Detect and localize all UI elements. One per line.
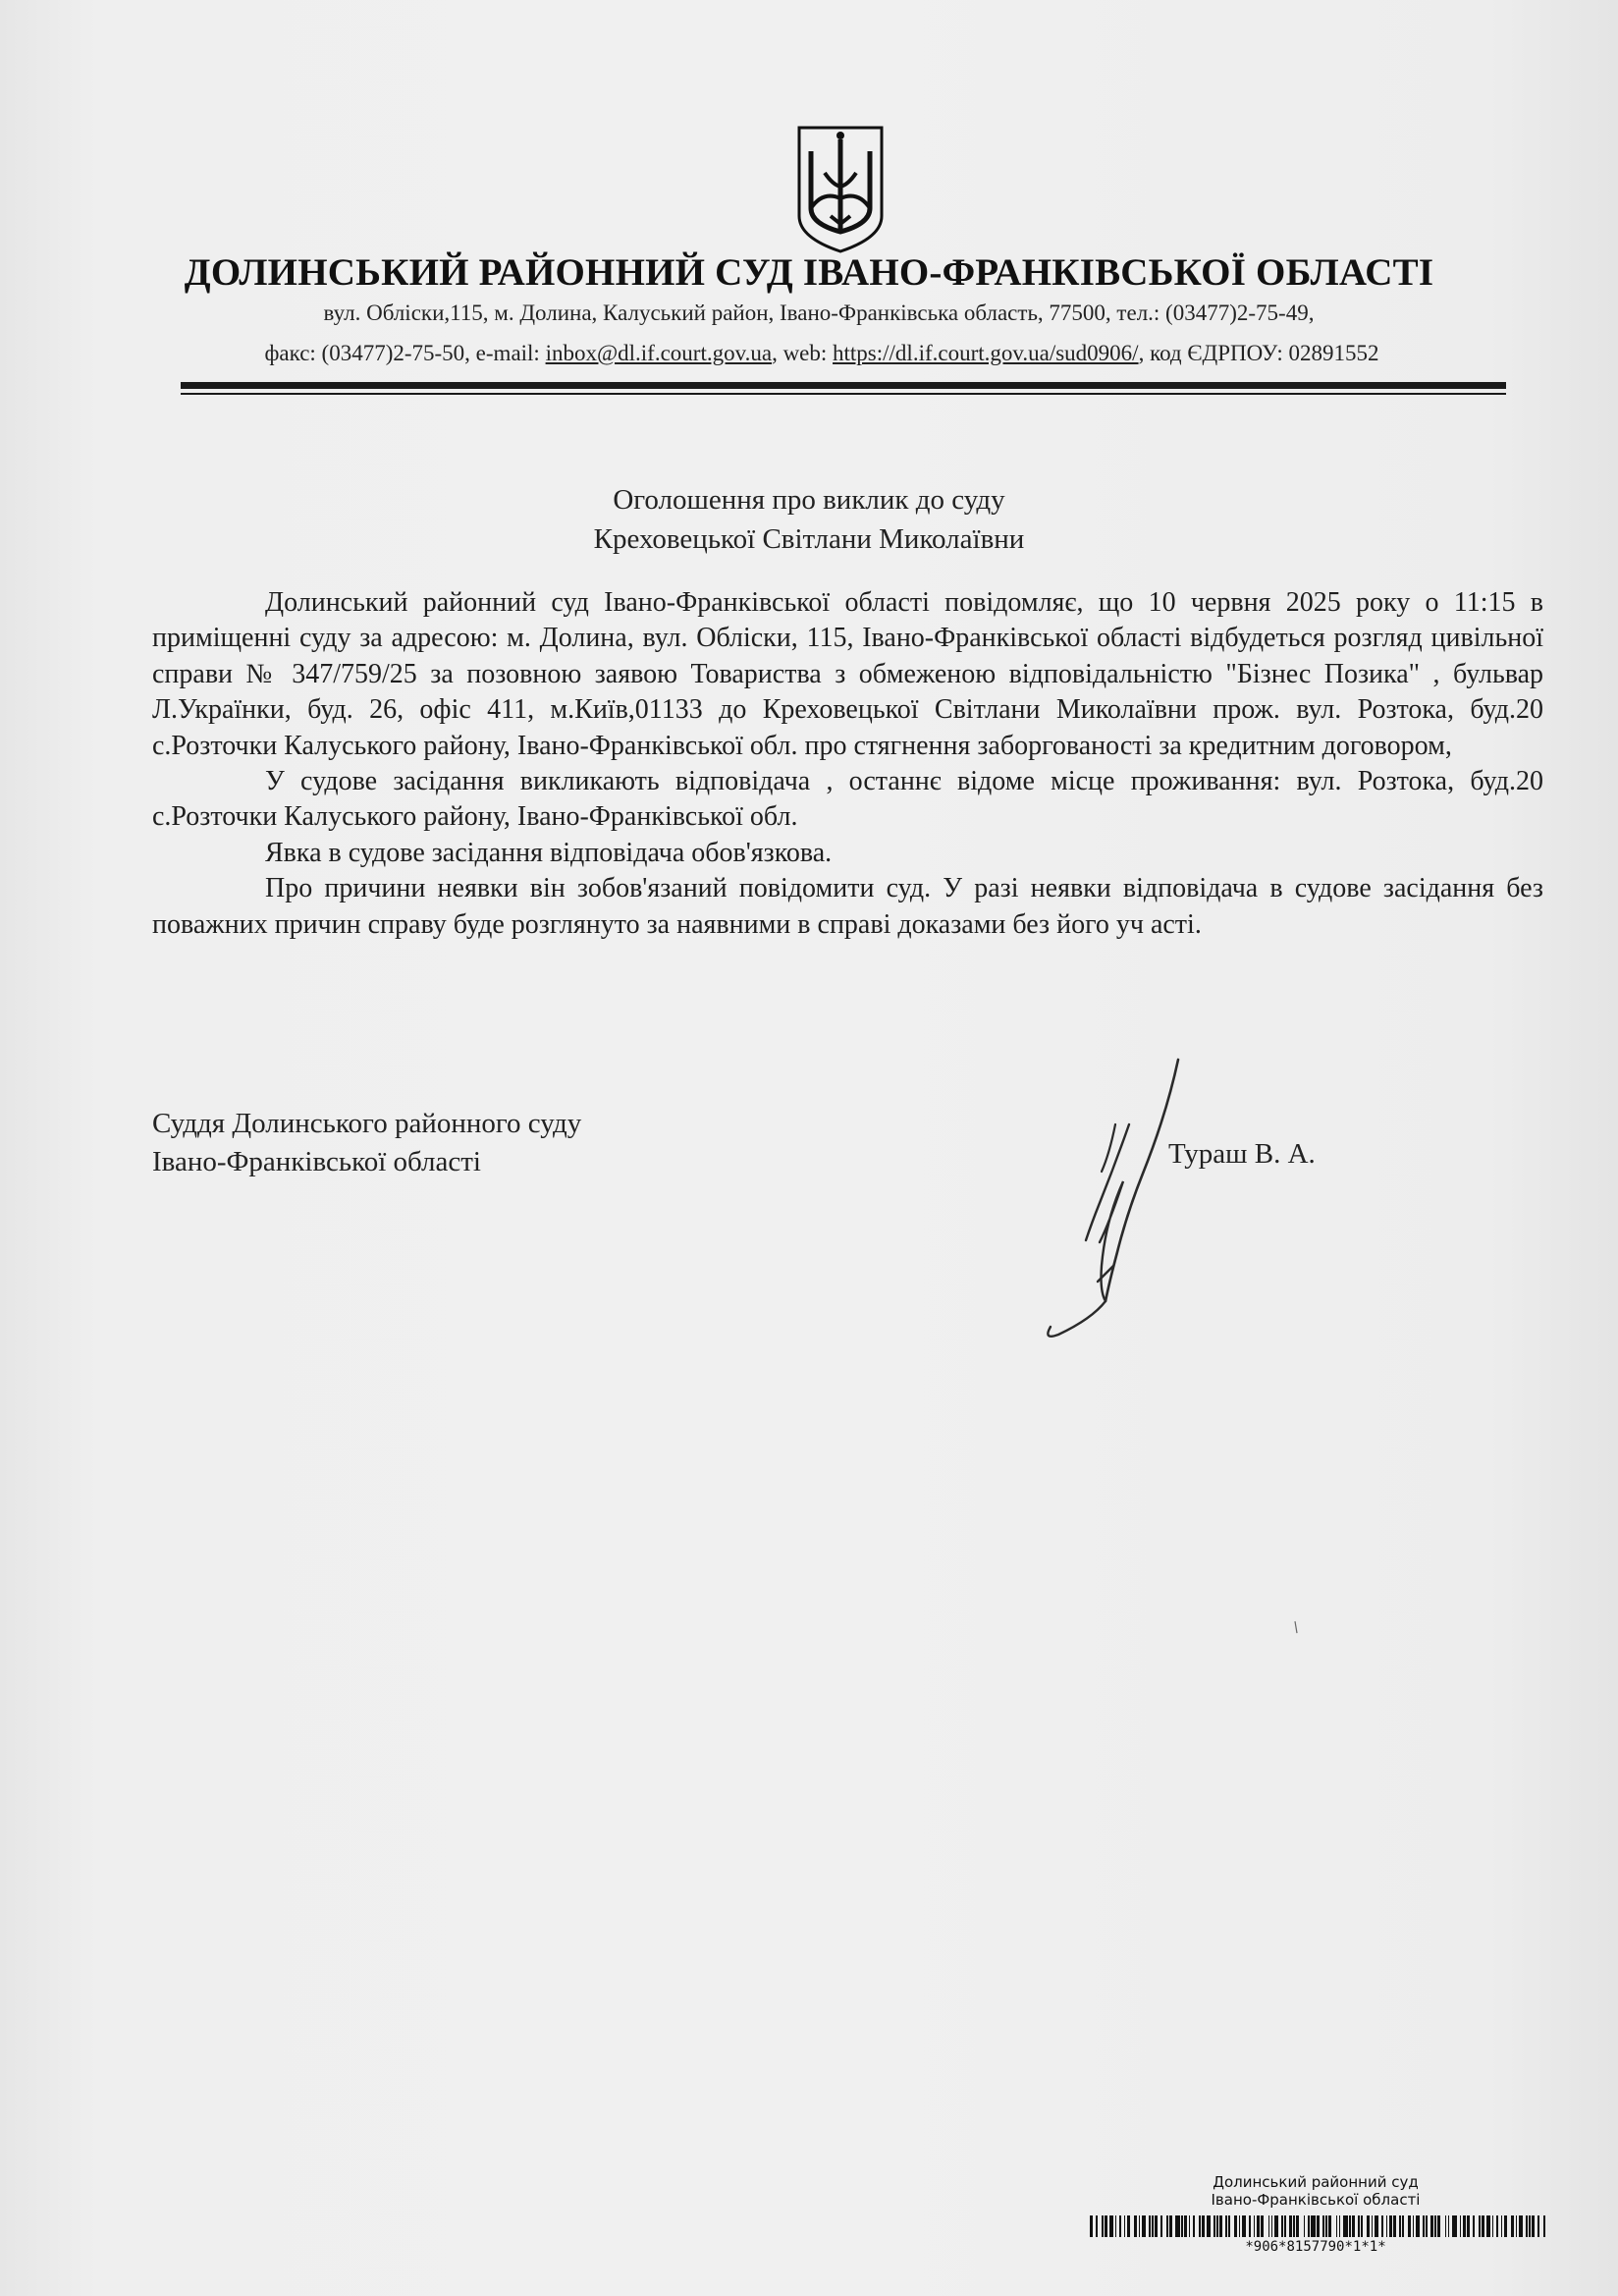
- barcode-bar: [1149, 2215, 1151, 2237]
- barcode-bar: [1375, 2215, 1379, 2237]
- barcode-bar: [1169, 2215, 1172, 2237]
- judge-role-line2: Івано-Франківської області: [152, 1146, 481, 1177]
- barcode-bar: [1389, 2215, 1392, 2237]
- barcode-bar: [1526, 2215, 1528, 2237]
- barcode-bar: [1463, 2215, 1466, 2237]
- website-link[interactable]: https://dl.if.court.gov.ua/sud0906/: [833, 341, 1139, 365]
- barcode-bar: [1207, 2215, 1212, 2237]
- barcode-bar: [1343, 2215, 1348, 2237]
- barcode-bar: [1367, 2215, 1370, 2237]
- barcode-bar: [1274, 2215, 1279, 2237]
- barcode-bar: [1543, 2215, 1545, 2237]
- edrpou-code-text: , код ЄДРПОУ: 02891552: [1138, 341, 1379, 365]
- barcode-bar: [1284, 2215, 1286, 2237]
- barcode-bar: [1423, 2215, 1425, 2237]
- barcode-bar: [1308, 2215, 1310, 2237]
- email-link[interactable]: inbox@dl.if.court.gov.ua: [545, 341, 773, 365]
- barcode-bar: [1325, 2215, 1327, 2237]
- barcode-bar: [1448, 2215, 1450, 2237]
- barcode-bar: [1127, 2215, 1130, 2237]
- barcode-bar: [1257, 2215, 1260, 2237]
- barcode-bar: [1537, 2215, 1539, 2237]
- judge-role-line1: Суддя Долинського районного суду: [152, 1108, 582, 1139]
- barcode-bar: [1408, 2215, 1411, 2237]
- barcode-bar: [1486, 2215, 1491, 2237]
- barcode-bar: [1289, 2215, 1292, 2237]
- barcode-bar: [1160, 2215, 1162, 2237]
- court-name-heading: ДОЛИНСЬКИЙ РАЙОННИЙ СУД ІВАНО-ФРАНКІВСЬКОЇ ОБЛАСТІ: [184, 251, 1434, 294]
- body-paragraph: Долинський районний суд Івано-Франківської області повідомляє, що 10 червня 2025 року о 11:15 в приміщенні суду за адресою: м. Долина, вул. Обліски, 115, Івано-Франківської області відбудеться розгляд цивільної справи № 347/759/25 за позовною заявою Товариства з обмеженою відповідальністю "Бізнес Позика" , бульвар Л.Українки, буд. 26, офіс 411, м.Київ,01133 до Креховецької Світлани Миколаївни прож. вул. Розтока, буд.20 с.Розточки Калуського району, Івано-Франківської обл. про стягнення заборгованості за кредитним договором,: [152, 587, 1543, 761]
- fax-text: факс: (03477)2-75-50, e-mail:: [264, 341, 546, 365]
- barcode-bar: [1511, 2215, 1514, 2237]
- barcode-bar: [1426, 2215, 1428, 2237]
- barcode-bar: [1105, 2215, 1107, 2237]
- announcement-title-line2: Креховецької Світлани Миколаївни: [593, 523, 1025, 555]
- barcode-bar: [1202, 2215, 1205, 2237]
- barcode-bar: [1124, 2215, 1126, 2237]
- barcode-bar: [1336, 2215, 1338, 2237]
- barcode-bar: [1381, 2215, 1383, 2237]
- barcode-bar: [1393, 2215, 1396, 2237]
- barcode-bar: [1399, 2215, 1401, 2237]
- barcode-bar: [1189, 2215, 1191, 2237]
- barcode-bar: [1175, 2215, 1180, 2237]
- barcode-bar: [1322, 2215, 1324, 2237]
- barcode-number: *906*8157790*1*1*: [1245, 2239, 1386, 2255]
- barcode-bar: [1115, 2215, 1117, 2237]
- barcode-bar: [1529, 2215, 1531, 2237]
- barcode-bar: [1293, 2215, 1295, 2237]
- barcode-bar: [1181, 2215, 1183, 2237]
- barcode-bar: [1239, 2215, 1241, 2237]
- barcode-bar: [1496, 2215, 1498, 2237]
- judge-role: [152, 1105, 581, 1181]
- barcode-bar: [1504, 2215, 1507, 2237]
- barcode-bar: [1416, 2215, 1421, 2237]
- barcode-bar: [1281, 2215, 1283, 2237]
- barcode-bar: [1532, 2215, 1535, 2237]
- body-paragraph: Про причини неявки він зобов'язаний повідомити суд. У разі неявки відповідача в судове засідання без поважних причин справу буде розглянуто за наявними в справі доказами без його уч асті.: [152, 873, 1543, 940]
- body-paragraph: У судове засідання викликають відповідача , останнє відоме місце проживання: вул. Розтока, буд.20 с.Розточки Калуського району, Івано-Франківської обл.: [152, 766, 1543, 833]
- barcode-bar: [1228, 2215, 1230, 2237]
- barcode-bar: [1152, 2215, 1154, 2237]
- barcode-bar: [1437, 2215, 1440, 2237]
- barcode-bar: [1225, 2215, 1227, 2237]
- barcode-bar: [1219, 2215, 1222, 2237]
- handwritten-signature: [1041, 1056, 1198, 1340]
- barcode-bar: [1261, 2215, 1264, 2237]
- barcode-bar: [1492, 2215, 1494, 2237]
- announcement-title-line1: Оголошення про виклик до суду: [613, 484, 1005, 516]
- barcode-bar: [1386, 2215, 1388, 2237]
- barcode-bar: [1372, 2215, 1374, 2237]
- barcode-bar: [1445, 2215, 1447, 2237]
- barcode-bar: [1361, 2215, 1363, 2237]
- web-prefix-text: , web:: [772, 341, 834, 365]
- barcode-bar: [1134, 2215, 1137, 2237]
- barcode-bar: [1119, 2215, 1121, 2237]
- header-divider-thin: [181, 393, 1506, 395]
- body-paragraph: Явка в судове засідання відповідача обов'язкова.: [265, 837, 833, 868]
- barcode-bar: [1139, 2215, 1141, 2237]
- barcode-bar: [1254, 2215, 1256, 2237]
- barcode-bar: [1271, 2215, 1273, 2237]
- barcode-bar: [1501, 2215, 1503, 2237]
- barcode-bar: [1402, 2215, 1404, 2237]
- barcode-bar: [1155, 2215, 1158, 2237]
- header-divider-thick: [181, 382, 1506, 389]
- judge-name: Тураш В. А.: [1168, 1138, 1316, 1170]
- barcode-bar: [1102, 2215, 1104, 2237]
- barcode-bar: [1352, 2215, 1355, 2237]
- announcement-body: [152, 585, 1543, 943]
- barcode-bar: [1199, 2215, 1201, 2237]
- barcode-bar: [1317, 2215, 1320, 2237]
- registration-stamp-line1: Долинський районний суд: [1213, 2173, 1419, 2191]
- scan-speck: [1294, 1620, 1298, 1634]
- barcode-bar: [1516, 2215, 1518, 2237]
- court-address-line: вул. Обліски,115, м. Долина, Калуський район, Івано-Франківська область, 77500, тел.: (03477)2-75-49,: [323, 301, 1315, 325]
- barcode-bar: [1090, 2215, 1093, 2237]
- barcode-bar: [1413, 2215, 1415, 2237]
- barcode-bar: [1234, 2215, 1237, 2237]
- barcode-bar: [1193, 2215, 1195, 2237]
- barcode-bar: [1242, 2215, 1247, 2237]
- barcode-bar: [1096, 2215, 1098, 2237]
- barcode-bar: [1268, 2215, 1270, 2237]
- barcode-bar: [1311, 2215, 1316, 2237]
- announcement-title: [0, 480, 1618, 559]
- barcode-bar: [1304, 2215, 1306, 2237]
- barcode-bar: [1358, 2215, 1360, 2237]
- barcode-bar: [1349, 2215, 1351, 2237]
- barcode-bar: [1216, 2215, 1218, 2237]
- barcode-bar: [1473, 2215, 1475, 2237]
- barcode-bar: [1184, 2215, 1187, 2237]
- barcode-bar: [1430, 2215, 1433, 2237]
- barcode-bar: [1434, 2215, 1436, 2237]
- barcode-bar: [1479, 2215, 1481, 2237]
- barcode-bar: [1142, 2215, 1147, 2237]
- barcode-bar: [1214, 2215, 1215, 2237]
- trident-emblem-icon: [793, 122, 888, 255]
- barcode-bar: [1166, 2215, 1168, 2237]
- barcode-bar: [1467, 2215, 1470, 2237]
- barcode-bar: [1339, 2215, 1341, 2237]
- barcode-bar: [1109, 2215, 1114, 2237]
- barcode-bar: [1296, 2215, 1299, 2237]
- registration-barcode: [1090, 2215, 1549, 2237]
- barcode-bar: [1452, 2215, 1457, 2237]
- court-contacts-line: [0, 341, 1618, 366]
- barcode-bar: [1249, 2215, 1251, 2237]
- barcode-bar: [1482, 2215, 1484, 2237]
- barcode-bar: [1328, 2215, 1331, 2237]
- barcode-bar: [1460, 2215, 1462, 2237]
- barcode-bar: [1519, 2215, 1524, 2237]
- registration-stamp-line2: Івано-Франківської області: [1211, 2191, 1421, 2209]
